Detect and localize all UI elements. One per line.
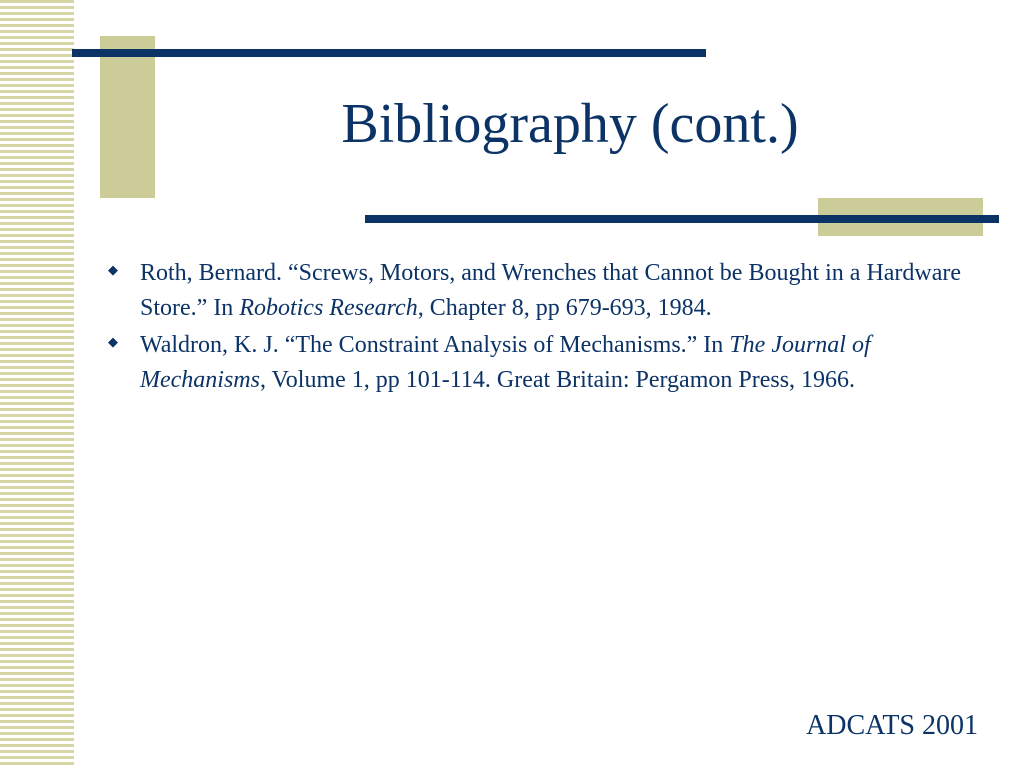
entry-text: Waldron, K. J. “The Constraint Analysis of Mechanisms.” In — [140, 332, 730, 358]
footer-label: ADCATS 2001 — [806, 710, 978, 741]
entry-details: , Volume 1, pp 101-114. Great Britain: Pergamon Press, 1966. — [259, 367, 856, 393]
slide-title: Bibliography (cont.) — [341, 93, 799, 155]
top-rule — [72, 49, 706, 57]
entry-source-title: Robotics Research — [239, 295, 418, 321]
entry-text: Roth, Bernard. “Screws, Motors, and Wrenches that Cannot be Bought in a Hardware Store.” In — [140, 260, 962, 321]
entry-source-title: The Journal of Mechanisms — [140, 332, 871, 393]
bibliography-entry — [100, 328, 970, 398]
entry-details: , Chapter 8, pp 679-693, 1984. — [417, 295, 712, 321]
diamond-bullet-icon: ◆ — [108, 335, 118, 350]
bibliography-entry — [100, 256, 970, 326]
striped-sidebar — [0, 0, 74, 768]
decorative-block-top — [100, 36, 155, 198]
title-underline-rule — [365, 215, 999, 223]
bibliography-list — [100, 256, 970, 400]
diamond-bullet-icon: ◆ — [108, 263, 118, 278]
